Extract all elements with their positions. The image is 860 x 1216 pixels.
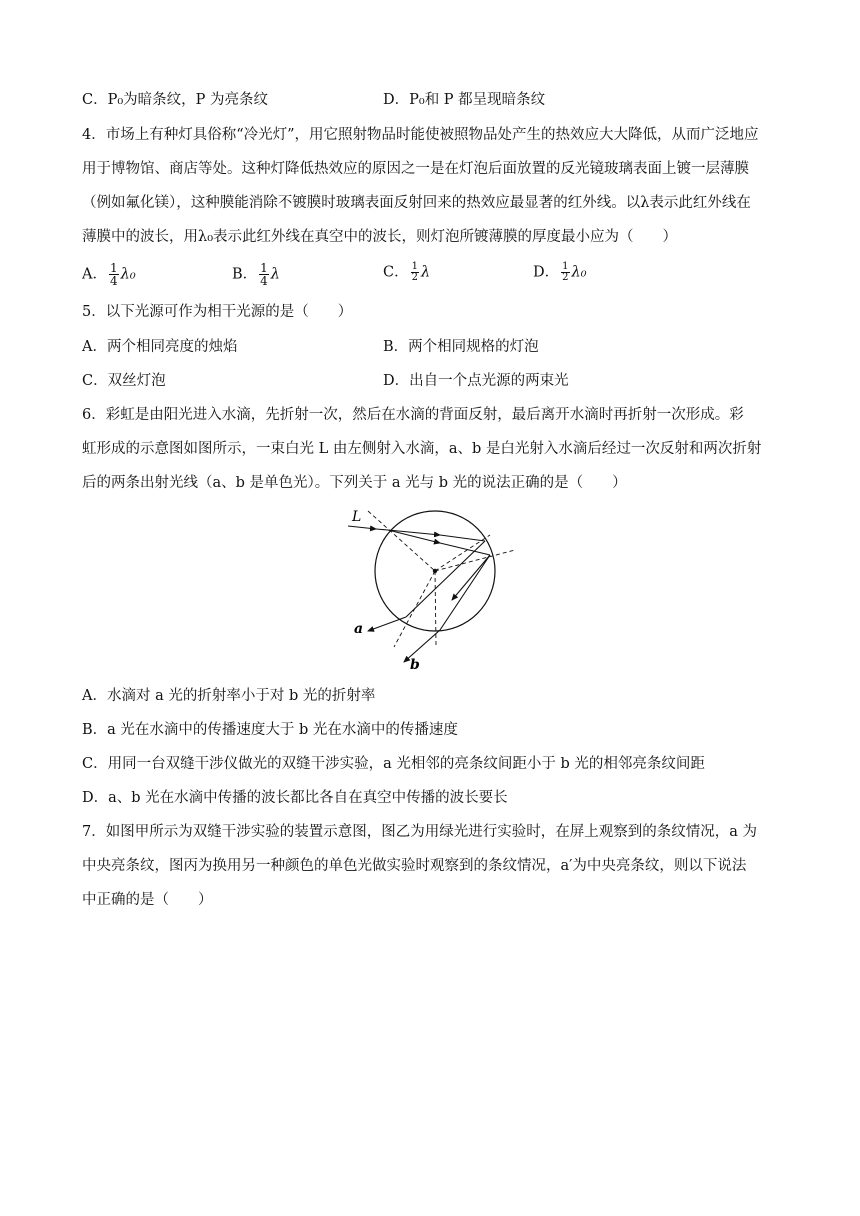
normal-line: [394, 571, 435, 647]
q5-option-b: B．两个相同规格的灯泡: [383, 339, 539, 355]
q7-stem-line-1: 7．如图甲所示为双缝干涉实验的装置示意图，图乙为用绿光进行实验时，在屏上观察到的条纹情况，a 为: [82, 824, 757, 840]
q6-option-d: D．a、b 光在水滴中传播的波长都比各自在真空中传播的波长要长: [82, 790, 508, 806]
reflected-ray-a: [406, 541, 485, 617]
rainbow-droplet-diagram: [340, 505, 530, 675]
fraction: $\frac{1}{2}$: [562, 261, 569, 283]
q4-option-b: B． $\frac{1}{4}$ λ: [232, 261, 280, 288]
q5-option-a: A．两个相同亮度的烛焰: [82, 339, 238, 355]
q4-option-c: C． $\frac{1}{2}$ λ: [383, 261, 431, 283]
q6-option-a: A．水滴对 a 光的折射率小于对 b 光的折射率: [82, 688, 376, 704]
q7-stem-line-2: 中央亮条纹，图丙为换用另一种颜色的单色光做实验时观察到的条纹情况，a′为中央亮条纹，则以下说法: [82, 858, 747, 874]
q4-stem-line-3: （例如氟化镁），这种膜能消除不镀膜时玻璃表面反射回来的热效应最显著的红外线。以λ表示此红外线在: [82, 195, 751, 211]
label-a: a: [354, 621, 364, 637]
fraction: $\frac{1}{2}$: [411, 261, 418, 283]
q6-option-c: C．用同一台双缝干涉仪做光的双缝干涉实验，a 光相邻的亮条纹间距小于 b 光的相邻亮条纹间距: [82, 756, 705, 772]
q4-option-a: A． $\frac{1}{4}$ λ₀: [82, 261, 136, 288]
incident-ray: [348, 526, 376, 529]
exit-ray-a: [368, 617, 406, 631]
q6-option-b: B．a 光在水滴中的传播速度大于 b 光在水滴中的传播速度: [82, 722, 458, 738]
normal-line: [435, 550, 515, 571]
q4-option-d: D． $\frac{1}{2}$ λ₀: [533, 261, 587, 283]
q5-stem: 5．以下光源可作为相干光源的是（ ）: [82, 304, 353, 320]
label-b: b: [410, 657, 420, 673]
q7-stem-line-3: 中正确的是（ ）: [82, 892, 213, 908]
q4-stem-line-1: 4．市场上有种灯具俗称“冷光灯”，用它照射物品时能使被照物品处产生的热效应大大降低，从而广泛地应: [82, 127, 759, 143]
normal-line: [368, 511, 435, 571]
label-L: L: [352, 509, 362, 525]
q6-stem-line-3: 后的两条出射光线（a、b 是单色光）。下列关于 a 光与 b 光的说法正确的是（ ）: [82, 475, 627, 491]
q3-option-d: D．P₀和 P 都呈现暗条纹: [383, 92, 546, 108]
q5-option-d: D．出自一个点光源的两束光: [383, 373, 569, 389]
q5-option-c: C．双丝灯泡: [82, 373, 166, 389]
q6-stem-line-2: 虹形成的示意图如图所示，一束白光 L 由左侧射入水滴，a、b 是白光射入水滴后经过一次反射和两次折射: [82, 441, 762, 457]
reflected-ray-b: [440, 555, 490, 630]
fraction: $\frac{1}{4}$: [109, 261, 118, 288]
q4-stem-line-4: 薄膜中的波长，用λ₀表示此红外线在真空中的波长，则灯泡所镀薄膜的厚度最小应为（ ）: [82, 229, 677, 245]
q4-stem-line-2: 用于博物馆、商店等处。这种灯降低热效应的原因之一是在灯泡后面放置的反光镜玻璃表面上镀一层薄膜: [82, 161, 749, 177]
fraction: $\frac{1}{4}$: [260, 261, 268, 288]
q3-option-c: C．P₀为暗条纹，P 为亮条纹: [82, 92, 269, 108]
q6-stem-line-1: 6．彩虹是由阳光进入水滴，先折射一次，然后在水滴的背面反射，最后离开水滴时再折射一次形成。彩: [82, 407, 744, 423]
